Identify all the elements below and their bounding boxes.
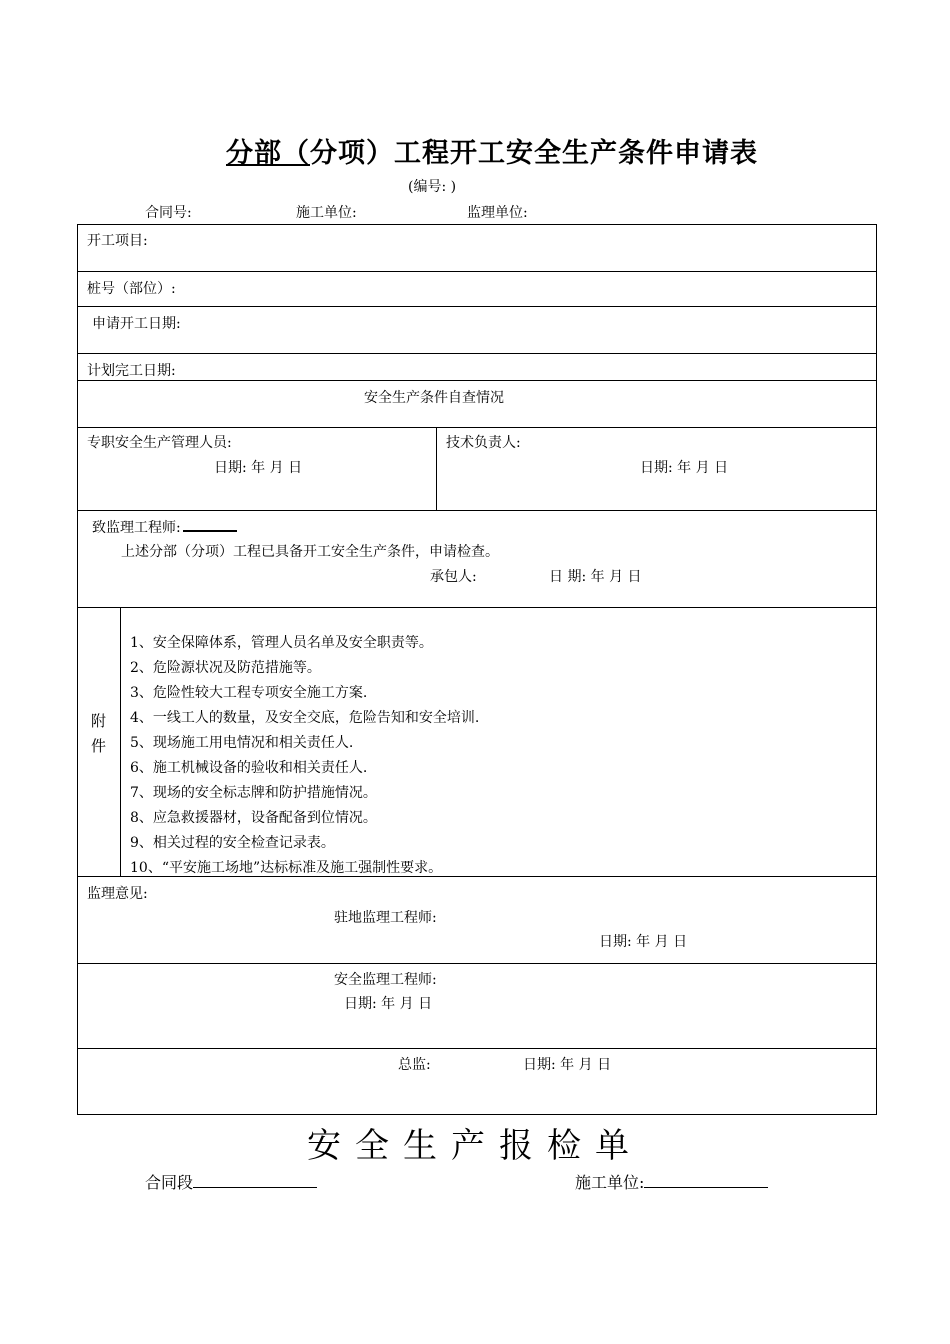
contract-section-label: 合同段: [145, 1173, 194, 1192]
safety-engineer-date: 日期: 年 月 日: [344, 996, 433, 1012]
supervision-unit-label: 监理单位:: [467, 205, 528, 221]
row-divider: [77, 607, 877, 608]
inspection-form-title: 安全生产报检单: [307, 1126, 643, 1166]
safety-engineer-label: 安全监理工程师:: [334, 972, 437, 988]
contract-section-field: [145, 1170, 317, 1193]
attachment-item: 2、危险源状况及防范措施等。: [130, 660, 321, 676]
safety-manager-label: 专职安全生产管理人员:: [87, 435, 232, 451]
resident-engineer-label: 驻地监理工程师:: [334, 910, 437, 926]
attachment-item: 3、危险性较大工程专项安全施工方案.: [130, 685, 368, 701]
tech-lead-label: 技术负责人:: [446, 435, 521, 451]
declaration-text: 上述分部（分项）工程已具备开工安全生产条件，申请检查。: [121, 544, 499, 560]
contract-section-blank[interactable]: [193, 1173, 317, 1188]
to-engineer-text: 致监理工程师:: [92, 520, 181, 536]
engineer-name-blank[interactable]: [183, 518, 237, 532]
bottom-construction-unit-label: 施工单位:: [575, 1173, 645, 1192]
form-title: [0, 131, 950, 170]
column-divider: [120, 607, 121, 876]
attachment-item: 1、安全保障体系，管理人员名单及安全职责等。: [130, 635, 433, 651]
row-divider: [77, 271, 877, 272]
attachment-item: 5、现场施工用电情况和相关责任人.: [130, 735, 354, 751]
row-divider: [77, 353, 877, 354]
attachment-item: 9、相关过程的安全检查记录表。: [130, 835, 335, 851]
title-prefix: 分部（: [226, 138, 310, 169]
attachment-label-1: 附: [91, 712, 107, 730]
attachment-item: 8、应急救援器材，设备配备到位情况。: [130, 810, 377, 826]
attachment-item: 6、施工机械设备的验收和相关责任人.: [130, 760, 368, 776]
contractor-label: 承包人:: [430, 569, 477, 585]
construction-unit-blank[interactable]: [644, 1173, 768, 1188]
attachment-item: 4、一线工人的数量，及安全交底，危险告知和安全培训.: [130, 710, 480, 726]
bottom-construction-unit-field: [575, 1170, 768, 1193]
serial-number: (编号: ): [408, 179, 457, 195]
contractor-date: 日 期: 年 月 日: [549, 569, 642, 585]
pile-no-field[interactable]: 桩号（部位）:: [87, 281, 176, 297]
attachment-item: 7、现场的安全标志牌和防护措施情况。: [130, 785, 377, 801]
column-divider: [436, 427, 437, 510]
resident-engineer-date: 日期: 年 月 日: [599, 934, 688, 950]
row-divider: [77, 306, 877, 307]
plan-finish-date-field[interactable]: 计划完工日期:: [87, 363, 176, 379]
row-divider: [77, 427, 877, 428]
title-rest: 分项）工程开工安全生产条件申请表: [310, 138, 758, 169]
self-check-heading: 安全生产条件自查情况: [364, 390, 504, 406]
tech-lead-date: 日期: 年 月 日: [640, 460, 729, 476]
row-divider: [77, 510, 877, 511]
safety-manager-date: 日期: 年 月 日: [214, 460, 303, 476]
supervision-opinion-label: 监理意见:: [87, 886, 148, 902]
row-divider: [77, 963, 877, 964]
apply-start-date-field[interactable]: 申请开工日期:: [92, 316, 181, 332]
chief-label: 总监:: [398, 1057, 431, 1073]
contract-no-label: 合同号:: [145, 205, 192, 221]
construction-unit-label: 施工单位:: [296, 205, 357, 221]
attachment-item: 10、“平安施工场地”达标标准及施工强制性要求。: [130, 860, 443, 876]
row-divider: [77, 1048, 877, 1049]
row-divider: [77, 380, 877, 381]
to-engineer-label: [92, 517, 237, 537]
start-item-field[interactable]: 开工项目:: [87, 233, 148, 249]
attachment-label-2: 件: [91, 737, 107, 755]
chief-date: 日期: 年 月 日: [523, 1057, 612, 1073]
